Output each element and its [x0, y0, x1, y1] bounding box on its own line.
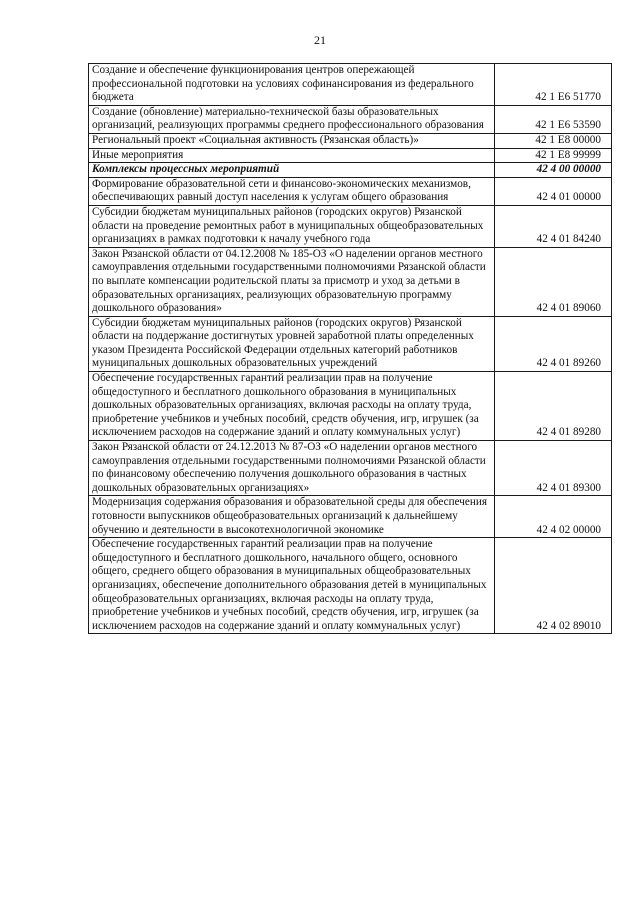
table-row	[89, 133, 612, 148]
row-name: Комплексы процессных мероприятий	[89, 163, 495, 178]
table-row	[89, 205, 612, 247]
section-header-row	[89, 163, 612, 178]
table-row	[89, 148, 612, 163]
table-row	[89, 441, 612, 496]
row-code: 42 1 Е6 51770	[495, 64, 612, 106]
row-name: Создание (обновление) материально-технической базы образовательных организаций, реализующих программы среднего профессионального образования	[89, 105, 495, 133]
row-name: Модернизация содержания образования и образовательной среды для обеспечения готовности выпускников общеобразовательных организаций к дальнейшему обучению и деятельности в высокотехнологичной экономике	[89, 496, 495, 538]
row-code: 42 4 01 84240	[495, 205, 612, 247]
row-code: 42 4 01 89260	[495, 316, 612, 371]
row-code: 42 1 Е8 00000	[495, 133, 612, 148]
row-name: Иные мероприятия	[89, 148, 495, 163]
row-code: 42 4 00 00000	[495, 163, 612, 178]
row-code: 42 4 01 89300	[495, 441, 612, 496]
row-name: Создание и обеспечение функционирования центров опережающей профессиональной подготовки на условиях софинансирования из федерального бюджета	[89, 64, 495, 106]
row-code: 42 4 01 89280	[495, 372, 612, 441]
row-name: Региональный проект «Социальная активность (Рязанская область)»	[89, 133, 495, 148]
row-name: Субсидии бюджетам муниципальных районов (городских округов) Рязанской области на поддержание достигнутых уровней заработной платы определенных указом Президента Российской Федерации отдельных категорий работников муниципальных дошкольных образовательных учреждений	[89, 316, 495, 371]
row-code: 42 4 02 00000	[495, 496, 612, 538]
page-number: 21	[314, 33, 326, 47]
table-row	[89, 496, 612, 538]
row-name: Закон Рязанской области от 24.12.2013 № 87-ОЗ «О наделении органов местного самоуправления отдельными государственными полномочиями Рязанской области по финансовому обеспечению получения дошкольного образования в частных дошкольных образовательных организациях»	[89, 441, 495, 496]
table-row	[89, 177, 612, 205]
table-row	[89, 64, 612, 106]
row-name: Субсидии бюджетам муниципальных районов (городских округов) Рязанской области на проведение ремонтных работ в муниципальных общеобразовательных организациях в рамках подготовки к началу учебного года	[89, 205, 495, 247]
row-code: 42 4 02 89010	[495, 538, 612, 634]
row-name: Обеспечение государственных гарантий реализации прав на получение общедоступного и бесплатного дошкольного, начального общего, основного общего, среднего общего образования в муниципальных общеобразовательных организациях, обеспечение дополнительного образования детей в муниципальных общеобразовательных организациях, включая расходы на оплату труда, приобретение учебников и учебных пособий, средств обучения, игр, игрушек (за исключением расходов на содержание зданий и оплату коммунальных услуг)	[89, 538, 495, 634]
row-code: 42 4 01 89060	[495, 247, 612, 316]
table-row	[89, 316, 612, 371]
row-name: Обеспечение государственных гарантий реализации прав на получение общедоступного и бесплатного дошкольного образования в муниципальных дошкольных образовательных организациях, включая расходы на оплату труда, приобретение учебников и учебных пособий, средств обучения, игр, игрушек (за исключением расходов на содержание зданий и оплату коммунальных услуг)	[89, 372, 495, 441]
table-row	[89, 372, 612, 441]
row-code: 42 4 01 00000	[495, 177, 612, 205]
table-row	[89, 538, 612, 634]
table-row	[89, 105, 612, 133]
row-code: 42 1 Е8 99999	[495, 148, 612, 163]
row-code: 42 1 Е6 53590	[495, 105, 612, 133]
budget-classification-table	[88, 63, 612, 634]
table-row	[89, 247, 612, 316]
row-name: Закон Рязанской области от 04.12.2008 № 185-ОЗ «О наделении органов местного самоуправления отдельными государственными полномочиями Рязанской области по выплате компенсации родительской платы за присмотр и уход за детьми в образовательных организациях, реализующих образовательную программу дошкольного образования»	[89, 247, 495, 316]
row-name: Формирование образовательной сети и финансово-экономических механизмов, обеспечивающих равный доступ населения к услугам общего образования	[89, 177, 495, 205]
